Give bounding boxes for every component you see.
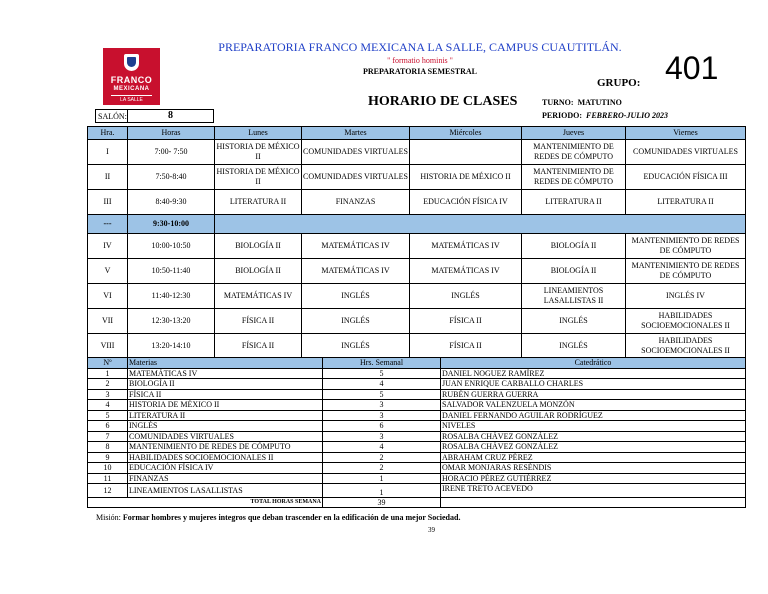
cell: EDUCACIÓN FÍSICA IV (128, 463, 323, 474)
periodo-line (542, 111, 668, 120)
page-number: 39 (428, 526, 435, 534)
cell: 1 (323, 484, 441, 498)
materia-row (88, 484, 746, 498)
header-hra: Hra. (88, 127, 128, 140)
cell: 3 (88, 389, 128, 400)
cell: FÍSICA II (128, 389, 323, 400)
materia-row (88, 442, 746, 453)
cell: BIOLOGÍA II (522, 259, 626, 284)
header-num: Nº (88, 358, 128, 369)
cell: MANTENIMIENTO DE REDES DE CÓMPUTO (626, 234, 746, 259)
cell: 13:20-14:10 (128, 334, 215, 359)
cell: 3 (323, 431, 441, 442)
cell: I (88, 140, 128, 165)
cell: 10 (88, 463, 128, 474)
cell: 4 (88, 400, 128, 411)
cell: VII (88, 309, 128, 334)
cell: MATEMÁTICAS IV (302, 259, 410, 284)
cell: LINEAMIENTOS LASALLISTAS II (522, 284, 626, 309)
cell: FINANZAS (128, 473, 323, 484)
materia-row (88, 368, 746, 379)
cell: HORACIO PÉREZ GUTIÉRREZ (441, 473, 746, 484)
cell: EDUCACIÓN FÍSICA III (626, 165, 746, 190)
cell: HABILIDADES SOCIOEMOCIONALES II (626, 334, 746, 359)
cell: HISTORIA DE MÉXICO II (410, 165, 522, 190)
cell: 5 (323, 389, 441, 400)
cell: 2 (323, 463, 441, 474)
cell: 6 (323, 421, 441, 432)
cell: MANTENIMIENTO DE REDES DE CÓMPUTO (128, 442, 323, 453)
materia-row (88, 473, 746, 484)
cell: 1 (88, 368, 128, 379)
header-martes: Martes (302, 127, 410, 140)
cell: MANTENIMIENTO DE REDES DE CÓMPUTO (522, 165, 626, 190)
schedule-row (88, 259, 746, 284)
cell: 7:00- 7:50 (128, 140, 215, 165)
total-empty (441, 498, 746, 508)
cell: FINANZAS (302, 190, 410, 215)
shield-icon (124, 54, 139, 71)
cell: 5 (323, 368, 441, 379)
total-value: 39 (323, 498, 441, 508)
cell: V (88, 259, 128, 284)
cell: MATEMÁTICAS IV (302, 234, 410, 259)
cell: ABRAHAM CRUZ PÉREZ (441, 452, 746, 463)
turno-label: TURNO: (542, 98, 574, 107)
cell: 8:40-9:30 (128, 190, 215, 215)
periodo-value: FEBRERO-JULIO 2023 (586, 111, 669, 120)
cell: 2 (88, 379, 128, 390)
break-label: --- (88, 215, 128, 234)
cell: LITERATURA II (128, 410, 323, 421)
header-hrs: Hrs. Semanal (323, 358, 441, 369)
header-horas: Horas (128, 127, 215, 140)
header-miercoles: Miércoles (410, 127, 522, 140)
schedule-title: HORARIO DE CLASES (368, 94, 518, 109)
cell: INGLÉS (522, 309, 626, 334)
materia-row (88, 379, 746, 390)
cell: INGLÉS IV (626, 284, 746, 309)
cell: HISTORIA DE MÉXICO II (215, 140, 302, 165)
turno-line (542, 98, 622, 107)
materia-row (88, 452, 746, 463)
mision-label: Misión: (96, 513, 121, 522)
break-fill (215, 215, 746, 234)
cell: MANTENIMIENTO DE REDES DE CÓMPUTO (522, 140, 626, 165)
header-viernes: Viernes (626, 127, 746, 140)
schedule-header-row (88, 127, 746, 140)
cell: INGLÉS (128, 421, 323, 432)
periodo-label: PERIODO: (542, 111, 582, 120)
cell: IRENE TRETO ACEVEDO (441, 484, 746, 498)
cell: IV (88, 234, 128, 259)
materia-row (88, 389, 746, 400)
break-row (88, 215, 746, 234)
school-title: PREPARATORIA FRANCO MEXICANA LA SALLE, CAMPUS CUAUTITLÁN. (218, 40, 622, 54)
cell: VIII (88, 334, 128, 359)
cell: III (88, 190, 128, 215)
schedule-row (88, 334, 746, 359)
cell: FÍSICA II (410, 334, 522, 359)
cell: BIOLOGÍA II (215, 234, 302, 259)
break-time: 9:30-10:00 (128, 215, 215, 234)
cell: COMUNIDADES VIRTUALES (302, 140, 410, 165)
cell: OMAR MONJARAS RESÉNDIS (441, 463, 746, 474)
cell: MATEMÁTICAS IV (128, 368, 323, 379)
header-catedratico: Catedrático (441, 358, 746, 369)
cell: DANIEL FERNANDO AGUILAR RODRÍGUEZ (441, 410, 746, 421)
cell: 4 (323, 442, 441, 453)
cell: 4 (323, 379, 441, 390)
cell: HISTORIA DE MÉXICO II (215, 165, 302, 190)
cell: 7:50-8:40 (128, 165, 215, 190)
cell: MATEMÁTICAS IV (215, 284, 302, 309)
logo-line-2: MEXICANA (113, 86, 150, 92)
schedule-table (87, 126, 746, 359)
total-spacer (88, 498, 128, 508)
materia-row (88, 410, 746, 421)
schedule-row (88, 140, 746, 165)
cell: LITERATURA II (215, 190, 302, 215)
cell: BIOLOGÍA II (522, 234, 626, 259)
materia-row (88, 463, 746, 474)
cell: HABILIDADES SOCIOEMOCIONALES II (626, 309, 746, 334)
cell: HISTORIA DE MÉXICO II (128, 400, 323, 411)
total-row (88, 498, 746, 508)
cell: LINEAMIENTOS LASALLISTAS (128, 484, 323, 498)
salon-value: 8 (168, 110, 173, 121)
cell: BIOLOGÍA II (128, 379, 323, 390)
cell: FÍSICA II (410, 309, 522, 334)
cell: 10:00-10:50 (128, 234, 215, 259)
cell: INGLÉS (302, 309, 410, 334)
salon-label: SALÓN: (98, 112, 127, 121)
logo-line-1: FRANCO (110, 75, 153, 85)
cell: 11 (88, 473, 128, 484)
grupo-label: GRUPO: (597, 77, 641, 89)
cell: ROSALBA CHÁVEZ GONZÁLEZ (441, 442, 746, 453)
cell: NIVELES (441, 421, 746, 432)
cell: 8 (88, 442, 128, 453)
total-label: TOTAL HORAS SEMANA (128, 498, 323, 508)
cell: FÍSICA II (215, 309, 302, 334)
materias-header-row (88, 358, 746, 369)
header-lunes: Lunes (215, 127, 302, 140)
cell: MATEMÁTICAS IV (410, 234, 522, 259)
cell: 7 (88, 431, 128, 442)
cell: INGLÉS (302, 334, 410, 359)
schedule-row (88, 190, 746, 215)
cell: INGLÉS (522, 334, 626, 359)
cell: 9 (88, 452, 128, 463)
cell: 12:30-13:20 (128, 309, 215, 334)
mision-text: Formar hombres y mujeres integros que deban trascender en la edificación de una mejor Sociedad. (122, 513, 461, 522)
header-materias: Materias (128, 358, 323, 369)
cell: ROSALBA CHÁVEZ GONZÁLEZ (441, 431, 746, 442)
cell: DANIEL NOGUEZ RAMÍREZ (441, 368, 746, 379)
cell: 3 (323, 410, 441, 421)
cell: LITERATURA II (626, 190, 746, 215)
header-jueves: Jueves (522, 127, 626, 140)
cell: BIOLOGÍA II (215, 259, 302, 284)
cell: MATEMÁTICAS IV (410, 259, 522, 284)
cell: 5 (88, 410, 128, 421)
materias-table (87, 357, 746, 508)
cell: MANTENIMIENTO DE REDES DE CÓMPUTO (626, 259, 746, 284)
cell: INGLÉS (410, 284, 522, 309)
materia-row (88, 431, 746, 442)
schedule-row (88, 234, 746, 259)
schedule-row (88, 284, 746, 309)
schedule-row (88, 165, 746, 190)
turno-value: MATUTINO (577, 98, 622, 107)
salon-box (95, 109, 214, 123)
logo-line-3: LA SALLE (111, 95, 152, 103)
cell: 11:40-12:30 (128, 284, 215, 309)
cell: 6 (88, 421, 128, 432)
cell: COMUNIDADES VIRTUALES (626, 140, 746, 165)
cell (410, 140, 522, 165)
cell: 10:50-11:40 (128, 259, 215, 284)
cell: LITERATURA II (522, 190, 626, 215)
materia-row (88, 421, 746, 432)
cell: VI (88, 284, 128, 309)
cell: 2 (323, 452, 441, 463)
cell: 1 (323, 473, 441, 484)
mision-statement (96, 513, 460, 522)
cell: INGLÉS (302, 284, 410, 309)
cell: SALVADOR VALENZUELA MONZÓN (441, 400, 746, 411)
cell: COMUNIDADES VIRTUALES (128, 431, 323, 442)
cell: EDUCACIÓN FÍSICA IV (410, 190, 522, 215)
program-subtitle: PREPARATORIA SEMESTRAL (362, 67, 478, 76)
cell: RUBÉN GUERRA GUERRA (441, 389, 746, 400)
cell: II (88, 165, 128, 190)
cell: HABILIDADES SOCIOEMOCIONALES II (128, 452, 323, 463)
materia-row (88, 400, 746, 411)
cell: FÍSICA II (215, 334, 302, 359)
cell: 3 (323, 400, 441, 411)
school-motto: " formatio hominis " (387, 56, 453, 65)
cell: JUAN ENRIQUE CARBALLO CHARLES (441, 379, 746, 390)
schedule-row (88, 309, 746, 334)
cell: 12 (88, 484, 128, 498)
grupo-value: 401 (665, 50, 719, 86)
cell: COMUNIDADES VIRTUALES (302, 165, 410, 190)
